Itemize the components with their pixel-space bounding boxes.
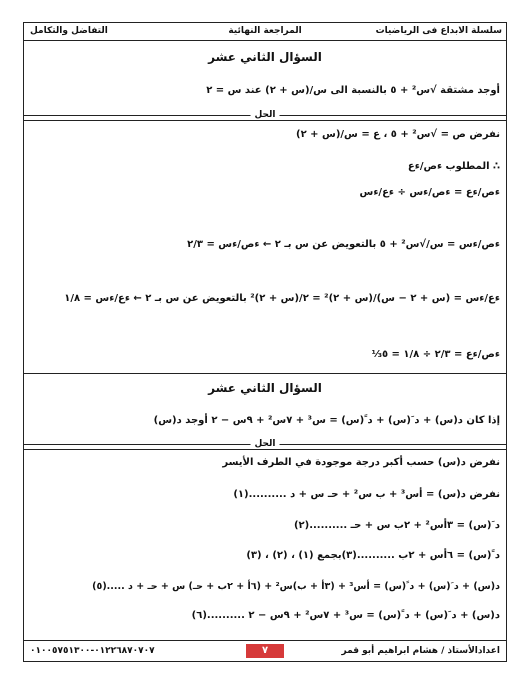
- page-number-badge: ٧: [246, 644, 284, 658]
- assumption-line: نفرض ص = √س² + ٥ ، ع = س/(س + ٢): [295, 129, 500, 140]
- question-2-prompt: إذا كان د(س) + د َ(س) + د ََ(س) = س³ + ٧س² + ٩س − ٢ أوجد د(س): [153, 415, 500, 426]
- given-line: د(س) + د َ(س) + د ََ(س) = س³ + ٧س² + ٩س − ٢ ..........(٦): [191, 610, 500, 621]
- assumption-line-2: نفرض د(س) حسب أكبر درجة موجودة في الطرف الأيسر: [222, 457, 500, 468]
- page-header: [24, 23, 506, 41]
- sum-line: د(س) + د َ(س) + د ََ(س) = أس³ + (٣أ + ب)س² + (٦أ + ٢ب + حـ) س + حـ + د .....(٥): [92, 581, 500, 592]
- first-derivative-line: د َ(س) = ٣أس² + ٢ب س + حـ ..........(٢): [293, 520, 500, 531]
- section-divider: [23, 373, 507, 374]
- phone-numbers: ٠١٢٢٦٨٧٠٧٠٧-٠١٠٠٥٧٥١٣٠٠: [30, 646, 155, 656]
- review-title: المراجعة النهائية: [228, 26, 302, 36]
- solution-label-2: الحل: [251, 439, 280, 449]
- solution-separator-2: [24, 439, 506, 450]
- result-line: ءص/ءع = ٢/٣ ÷ ١/٨ = ٥⅓: [371, 349, 500, 360]
- page-footer: [24, 640, 506, 661]
- polynomial-line: نفرض د(س) = أس³ + ب س² + حـ س + د ..........(١): [233, 489, 500, 500]
- worksheet-page: [23, 22, 507, 662]
- question-1-prompt: أوجد مشتقة √س² + ٥ بالنسبة الى س/(س + ٢) عند س = ٢: [206, 85, 500, 96]
- dz-dx-line: ءع/ءس = (س + ٢ − س)/(س + ٢)² = ٢/(س + ٢)² بالتعويض عن س بـ ٢ ← ءع/ءس = ١/٨: [64, 293, 500, 304]
- question-1-title: السؤال الثاني عشر: [208, 50, 322, 64]
- dy-dx-line: ءص/ءس = س/√س² + ٥ بالتعويض عن س بـ ٢ ← ءص/ءس = ٢/٣: [187, 239, 500, 250]
- chain-rule-line: ءص/ءع = ءص/ءس ÷ ءع/ءس: [359, 187, 500, 198]
- series-title: سلسلة الابداع فى الرياضيات: [375, 26, 502, 36]
- second-derivative-line: د ََ(س) = ٦أس + ٢ب ..........(٣)بجمع (١) ، (٢) ، (٣): [246, 550, 500, 561]
- author-credit: اعدادالأستاذ / هشام ابراهيم أبو قمر: [341, 646, 500, 656]
- solution-separator: [24, 110, 506, 121]
- subject-title: التفاضل والتكامل: [30, 26, 108, 36]
- question-2-title: السؤال الثاني عشر: [208, 381, 322, 395]
- required-line: ∴ المطلوب ءص/ءع: [407, 161, 500, 172]
- solution-label: الحل: [251, 110, 280, 120]
